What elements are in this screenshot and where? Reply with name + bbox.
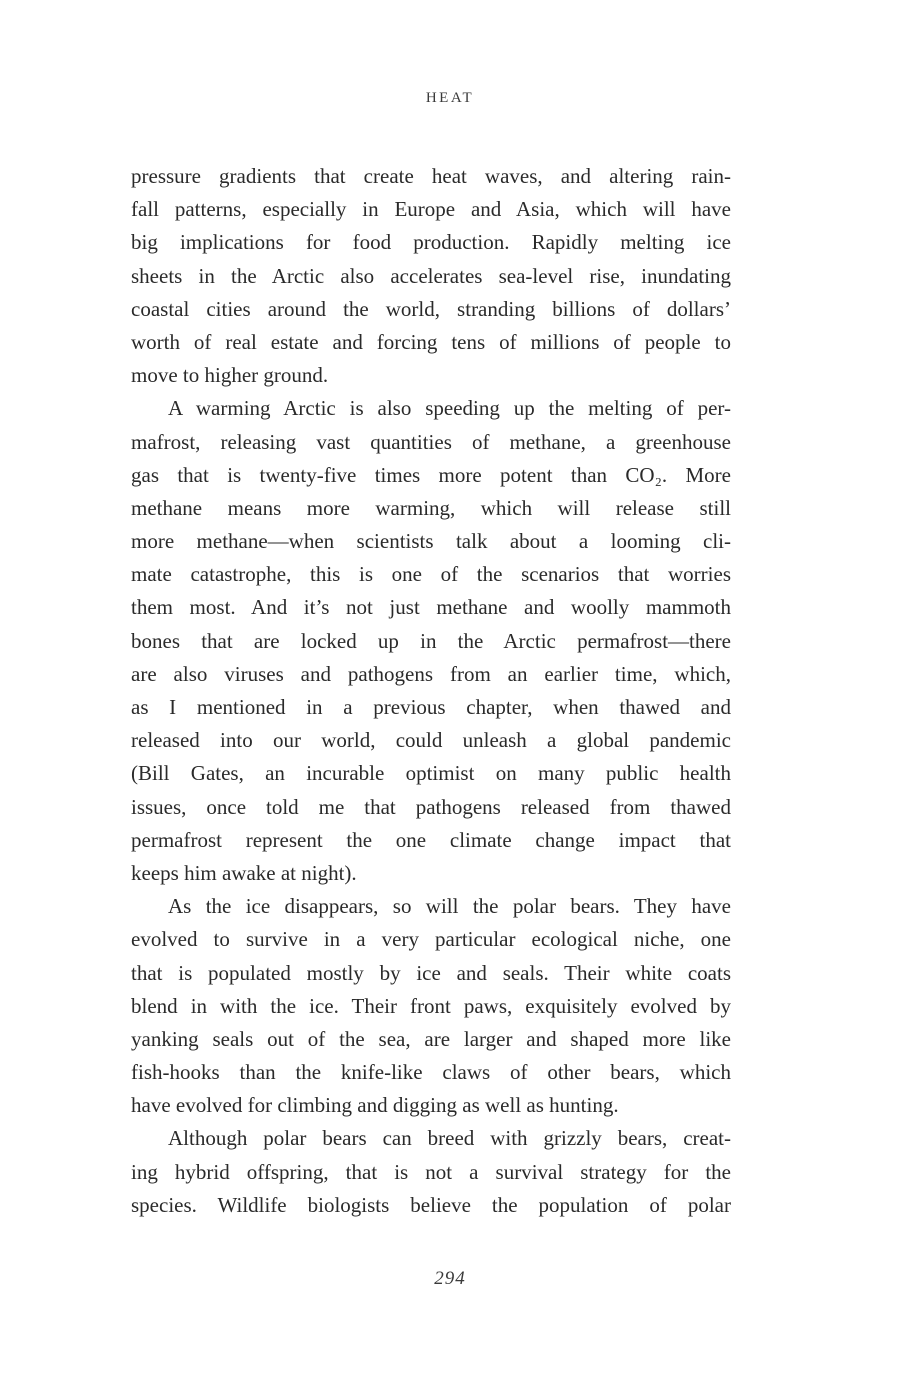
text-line: as I mentioned in a previous chapter, when thawed and [131,695,731,719]
paragraph [131,160,731,392]
text-line: (Bill Gates, an incurable optimist on many public health [131,761,731,786]
paragraph [131,392,731,890]
text-line: blend in with the ice. Their front paws, exquisitely evolved by [131,993,731,1018]
text-line: ing hybrid offspring, that is not a survival strategy for the [131,1159,731,1184]
text-line: fish-hooks than the knife-like claws of other bears, which [131,1060,731,1085]
text-line: more methane—when scientists talk about a looming cli- [131,529,731,554]
text-line: gas that is twenty-five times more potent than CO₂. More [131,462,731,487]
text-line: mate catastrophe, this is one of the scenarios that worries [131,562,731,587]
running-head: HEAT [425,90,475,106]
text-line: bones that are locked up in the Arctic permafrost—there [131,628,731,653]
text-line: yanking seals out of the sea, are larger and shaped more like [131,1026,731,1051]
text-line: mafrost, releasing vast quantities of methane, a greenhouse [131,429,731,454]
text-line: worth of real estate and forcing tens of millions of people to [131,329,731,354]
text-line: As the ice disappears, so will the polar bears. They have [168,894,731,919]
text-line: move to higher ground. [131,363,329,388]
text-line: released into our world, could unleash a global pandemic [131,728,731,753]
paragraph [131,1122,731,1222]
text-line: issues, once told me that pathogens released from thawed [131,794,731,819]
text-line: are also viruses and pathogens from an earlier time, which, [131,661,731,686]
text-line: sheets in the Arctic also accelerates sea-level rise, inundating [131,263,731,288]
text-line: coastal cities around the world, stranding billions of dollars’ [131,296,731,321]
body-text [131,160,731,1222]
text-line: keeps him awake at night). [131,860,357,885]
text-line: big implications for food production. Rapidly melting ice [131,230,731,255]
text-line: evolved to survive in a very particular ecological niche, one [131,927,731,952]
text-line: methane means more warming, which will release still [131,495,731,520]
text-line: pressure gradients that create heat waves, and altering rain- [131,164,731,188]
text-line: have evolved for climbing and digging as well as hunting. [131,1093,619,1118]
text-line: that is populated mostly by ice and seals. Their white coats [131,960,731,985]
page-number: 294 [434,1268,466,1289]
text-line: Although polar bears can breed with grizzly bears, creat- [168,1126,731,1151]
text-line: A warming Arctic is also speeding up the melting of per- [168,396,731,421]
text-line: them most. And it’s not just methane and woolly mammoth [131,595,731,620]
text-line: species. Wildlife biologists believe the population of polar [131,1192,731,1217]
text-line: permafrost represent the one climate change impact that [131,827,731,852]
paragraph [131,890,731,1122]
text-line: fall patterns, especially in Europe and Asia, which will have [131,197,731,222]
